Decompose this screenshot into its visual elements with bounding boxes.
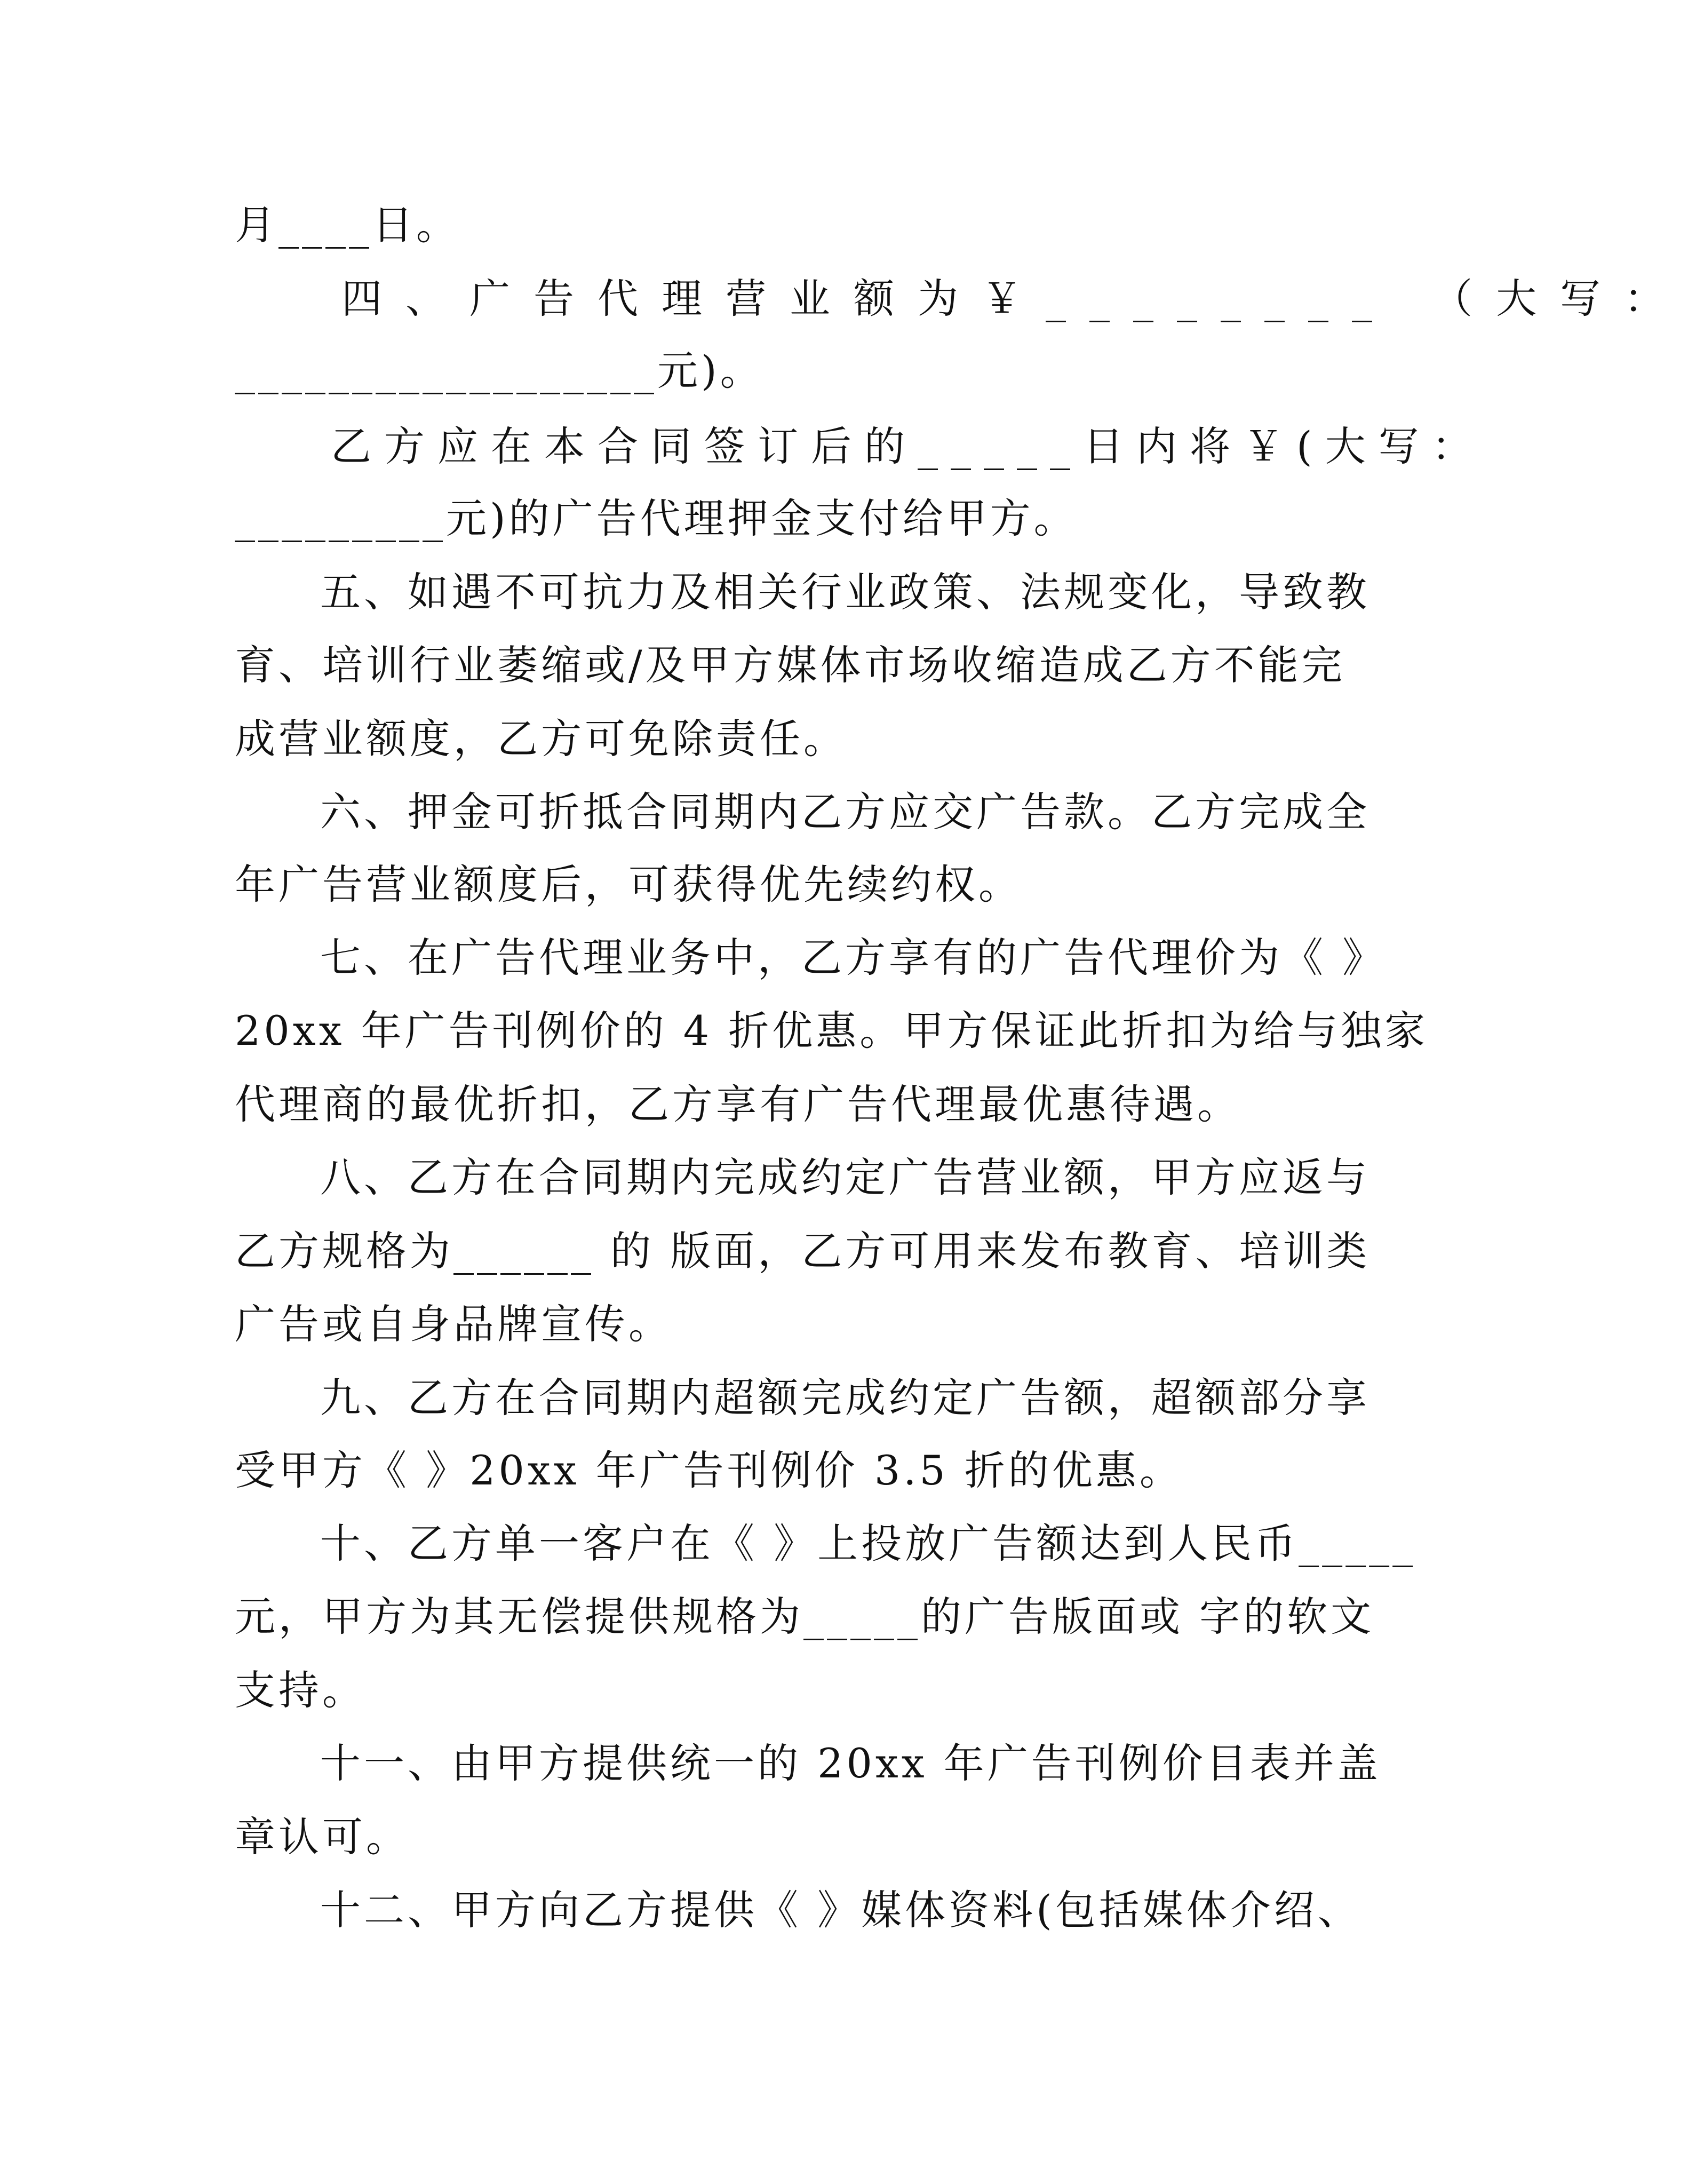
text-line-2: 四、广告代理营业额为￥________ （大写： <box>341 275 1688 322</box>
text-line-14: 八、乙方在合同期内完成约定广告营业额，甲方应返与 <box>320 1154 1370 1201</box>
text-line-9: 六、押金可折抵合同期内乙方应交广告款。乙方完成全 <box>320 788 1370 836</box>
text-line-11: 七、在广告代理业务中，乙方享有的广告代理价为《 》 <box>320 934 1387 981</box>
text-line-5: _________元)的广告代理押金支付给甲方。 <box>235 495 1078 542</box>
text-line-6: 五、如遇不可抗力及相关行业政策、法规变化，导致教 <box>320 568 1370 616</box>
text-line-4: 乙方应在本合同签订后的_____日内将￥(大写： <box>331 423 1485 470</box>
text-line-19: 十、乙方单一客户在《 》上投放广告额达到人民币_____ <box>320 1520 1416 1567</box>
text-line-3: __________________元)。 <box>235 347 764 394</box>
text-line-22: 十一、由甲方提供统一的 20xx 年广告刊例价目表并盖 <box>320 1740 1381 1787</box>
text-line-10: 年广告营业额度后，可获得优先续约权。 <box>235 861 1022 908</box>
text-line-7: 育、培训行业萎缩或/及甲方媒体市场收缩造成乙方不能完 <box>235 641 1345 689</box>
text-line-1: 月____日。 <box>235 201 460 249</box>
text-line-17: 九、乙方在合同期内超额完成约定广告额，超额部分享 <box>320 1374 1370 1421</box>
text-line-21: 支持。 <box>235 1666 366 1714</box>
text-line-20: 元，甲方为其无偿提供规格为_____的广告版面或 字的软文 <box>235 1593 1375 1640</box>
text-line-23: 章认可。 <box>235 1813 410 1861</box>
text-line-12: 20xx 年广告刊例价的 4 折优惠。甲方保证此折扣为给与独家 <box>235 1007 1429 1054</box>
text-line-24: 十二、甲方向乙方提供《 》媒体资料(包括媒体介绍、 <box>320 1886 1361 1934</box>
text-line-13: 代理商的最优折扣，乙方享有广告代理最优惠待遇。 <box>235 1081 1241 1128</box>
text-line-16: 广告或自身品牌宣传。 <box>235 1300 672 1348</box>
text-line-18: 受甲方《 》20xx 年广告刊例价 3.5 折的优惠。 <box>235 1447 1183 1494</box>
text-line-15: 乙方规格为______ 的 版面，乙方可用来发布教育、培训类 <box>235 1227 1371 1275</box>
text-line-8: 成营业额度，乙方可免除责任。 <box>235 715 847 763</box>
